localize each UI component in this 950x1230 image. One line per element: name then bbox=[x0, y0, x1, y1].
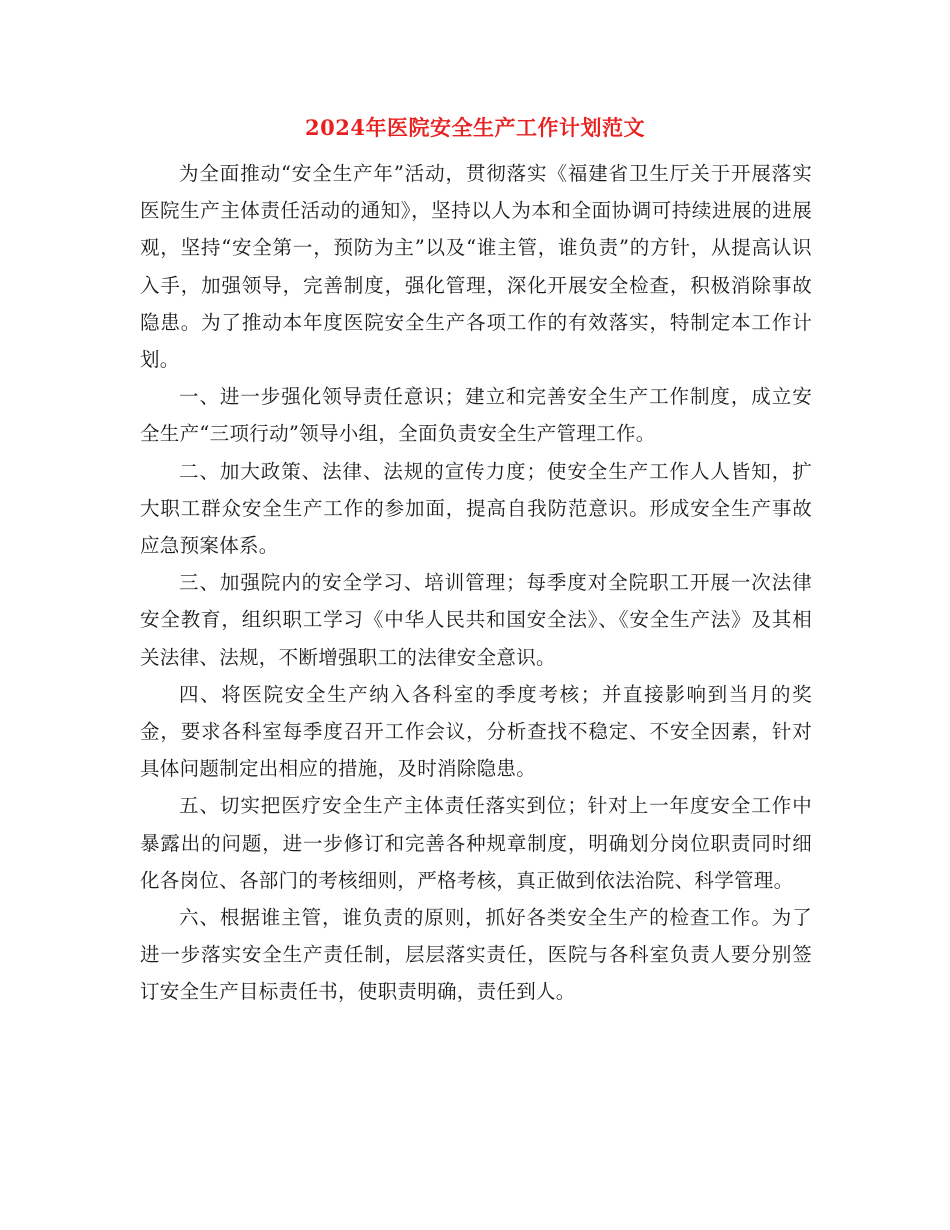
paragraph-item-3: 三、加强院内的安全学习、培训管理；每季度对全院职工开展一次法律安全教育，组织职工学习《中华人民共和国安全法》、《安全生产法》及其相关法律、法规，不断增强职工的法律安全意识。 bbox=[140, 571, 812, 669]
paragraph-item-1: 一、进一步强化领导责任意识；建立和完善安全生产工作制度，成立安全生产“三项行动”领导小组，全面负责安全生产管理工作。 bbox=[140, 385, 812, 446]
paragraph-item-6: 六、根据谁主管，谁负责的原则，抓好各类安全生产的检查工作。为了进一步落实安全生产责任制，层层落实责任，医院与各科室负责人要分别签订安全生产目标责任书，使职责明确，责任到人。 bbox=[140, 906, 812, 1004]
paragraph-item-2: 二、加大政策、法律、法规的宣传力度；使安全生产工作人人皆知，扩大职工群众安全生产工作的参加面，提高自我防范意识。形成安全生产事故应急预案体系。 bbox=[140, 459, 812, 558]
paragraph-item-5: 五、切实把医疗安全生产主体责任落实到位；针对上一年度安全工作中暴露出的问题，进一步修订和完善各种规章制度，明确划分岗位职责同时细化各岗位、各部门的考核细则，严格考核，真正做到依法治院、科学管理。 bbox=[140, 794, 812, 892]
document-body bbox=[140, 155, 812, 1011]
paragraph-item-4: 四、将医院安全生产纳入各科室的季度考核；并直接影响到当月的奖金，要求各科室每季度召开工作会议，分析查找不稳定、不安全因素，针对具体问题制定出相应的措施，及时消除隐患。 bbox=[140, 682, 812, 781]
document-title: 2024年医院安全生产工作计划范文 bbox=[305, 115, 645, 140]
paragraph-intro: 为全面推动“安全生产年”活动，贯彻落实《福建省卫生厅关于开展落实医院生产主体责任活动的通知》，坚持以人为本和全面协调可持续进展的进展观，坚持“安全第一，预防为主”以及“谁主管，谁负责”的方针，从提高认识入手，加强领导，完善制度，强化管理，深化开展安全检查，积极消除事故隐患。为了推动本年度医院安全生产各项工作的有效落实，特制定本工作计划。 bbox=[140, 162, 812, 372]
